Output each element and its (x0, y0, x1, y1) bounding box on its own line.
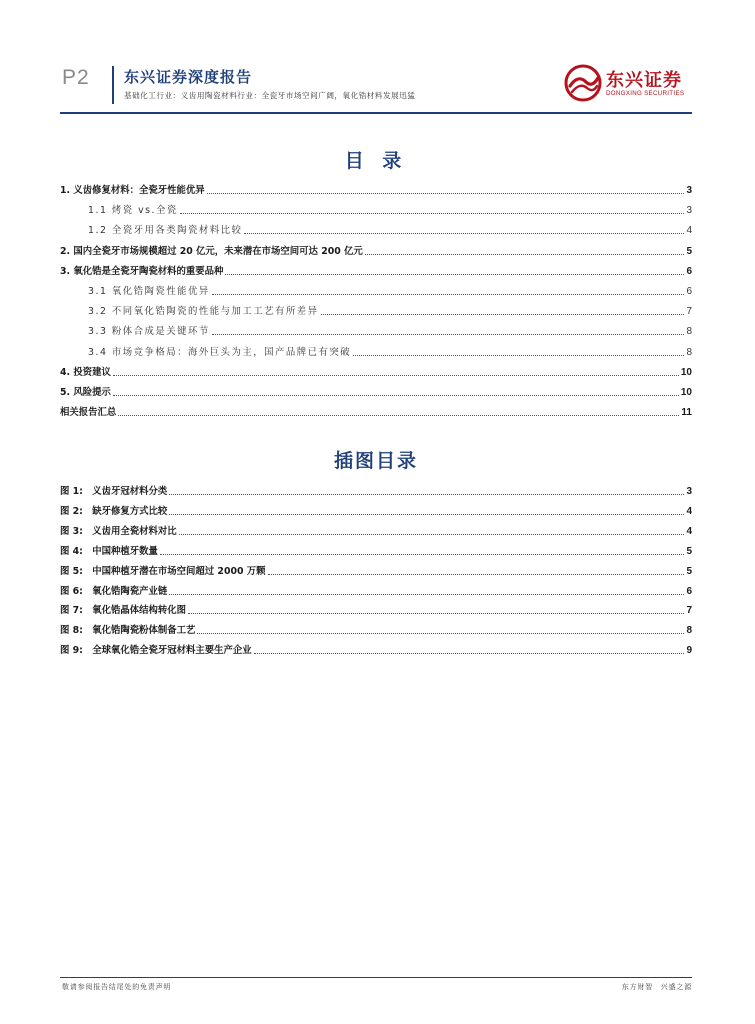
dot-leader (207, 192, 685, 194)
figure-entry-page: 5 (686, 545, 692, 557)
footer-slogan: 东方财智 兴盛之源 (621, 983, 692, 991)
toc-entry-label: 4. 投资建议 (60, 366, 111, 378)
figure-entry[interactable] (60, 562, 692, 578)
logo-text-cn: 东兴证券 (606, 70, 682, 91)
dot-leader (212, 333, 685, 335)
toc-entry-page: 5 (686, 245, 692, 257)
figure-entry-label: 图 1: 义齿牙冠材料分类 (60, 486, 168, 497)
figure-entry-page: 5 (686, 565, 692, 577)
toc-entry-page: 3 (686, 205, 692, 217)
toc-entry[interactable] (60, 262, 692, 278)
dot-leader (169, 593, 684, 595)
dot-leader (254, 652, 685, 654)
dot-leader (353, 354, 684, 356)
company-logo (564, 64, 692, 104)
toc-entry-page: 3 (686, 185, 692, 196)
logo-text-en: DONGXING SECURITIES (606, 90, 685, 97)
toc-entry[interactable] (60, 363, 692, 379)
toc-entry[interactable] (60, 282, 692, 298)
figure-entry-label: 图 4: 中国种植牙数量 (60, 545, 158, 557)
figure-entry-label: 图 8: 氧化锆陶瓷粉体制备工艺 (60, 625, 196, 637)
dot-leader (365, 253, 685, 255)
toc-entry-page: 6 (686, 265, 692, 277)
toc-entry-label: 3. 氧化锆是全瓷牙陶瓷材料的重要品种 (60, 265, 224, 277)
toc-entry-page: 10 (680, 387, 692, 398)
toc-entry-label: 1. 义齿修复材料：全瓷牙性能优异 (60, 185, 205, 196)
toc-entry-label: 相关报告汇总 (60, 407, 117, 419)
figure-entry-label: 图 5: 中国种植牙潜在市场空间超过 2000 万颗 (60, 565, 266, 577)
figures-title: 插图目录 (333, 450, 418, 472)
page-number: P2 (62, 66, 90, 89)
dot-leader (321, 313, 685, 315)
toc-entry[interactable] (60, 403, 692, 419)
toc-entry[interactable] (60, 383, 692, 399)
figure-entry[interactable] (60, 542, 692, 558)
toc-entry[interactable] (60, 343, 692, 359)
toc-entry-label: 3.3 粉体合成是关键环节 (88, 326, 210, 338)
figure-entry-label: 图 3: 义齿用全瓷材料对比 (60, 525, 177, 537)
figure-entry[interactable] (60, 582, 692, 598)
dot-leader (169, 513, 684, 515)
toc-entry[interactable] (60, 242, 692, 258)
dot-leader (180, 212, 685, 214)
figure-entry-page: 4 (686, 505, 692, 517)
toc-entry-page: 7 (686, 306, 692, 318)
footer-disclaimer: 敬请参阅报告结尾处的免责声明 (62, 983, 172, 991)
toc-entry-page: 6 (686, 286, 692, 297)
dot-leader (169, 493, 684, 495)
toc-entry-label: 2. 国内全瓷牙市场规模超过 20 亿元，未来潜在市场空间可达 200 亿元 (60, 245, 363, 257)
toc-entry[interactable] (60, 221, 692, 237)
toc-entry[interactable] (60, 302, 692, 318)
toc-entry-page: 8 (686, 346, 692, 358)
figure-entry-page: 4 (686, 525, 692, 537)
toc-entry-label: 1.2 全瓷牙用各类陶瓷材料比较 (88, 225, 243, 237)
toc-entry-page: 11 (681, 407, 692, 419)
dot-leader (268, 573, 685, 575)
figure-entry-label: 图 7: 氧化锆晶体结构转化图 (60, 605, 187, 617)
dot-leader (113, 374, 679, 376)
toc-entry-label: 3.2 不同氧化锆陶瓷的性能与加工工艺有所差异 (88, 306, 319, 318)
dot-leader (113, 394, 679, 396)
toc-entry[interactable] (60, 181, 692, 197)
header-divider (112, 66, 114, 104)
figure-entry-page: 7 (686, 605, 692, 617)
figure-entry[interactable] (60, 641, 692, 657)
dot-leader (118, 414, 679, 416)
toc-entry-page: 4 (686, 225, 692, 237)
toc-entry[interactable] (60, 201, 692, 217)
dot-leader (179, 533, 685, 535)
figure-entry-page: 9 (686, 645, 692, 657)
figure-entry[interactable] (60, 502, 692, 518)
toc-title: 目 录 (344, 150, 408, 172)
figure-entry-page: 3 (686, 486, 692, 497)
toc-entry-label: 1.1 烤瓷 vs.全瓷 (88, 205, 178, 217)
footer-rule (60, 977, 692, 978)
figure-entry[interactable] (60, 621, 692, 637)
report-subtitle: 基础化工行业：义齿用陶瓷材料行业：全瓷牙市场空间广阔，氧化锆材料发展迅猛 (124, 91, 416, 100)
figure-entry-page: 6 (686, 585, 692, 597)
figure-entry-label: 图 2: 缺牙修复方式比较 (60, 505, 168, 517)
toc-entry-page: 10 (680, 366, 692, 378)
figure-entry-label: 图 6: 氧化锆陶瓷产业链 (60, 585, 168, 597)
dot-leader (212, 293, 685, 295)
dot-leader (225, 273, 684, 275)
dot-leader (244, 232, 684, 234)
logo-mark-icon (564, 64, 604, 102)
report-type: 东兴证券深度报告 (124, 68, 253, 86)
figure-entry[interactable] (60, 482, 692, 498)
header-rule (60, 112, 692, 114)
dot-leader (188, 612, 684, 614)
toc-entry-label: 5. 风险提示 (60, 387, 111, 398)
figure-entry-page: 8 (686, 625, 692, 637)
dot-leader (160, 553, 685, 555)
toc-entry-label: 3.4 市场竞争格局：海外巨头为主，国产品牌已有突破 (88, 346, 352, 358)
figure-entry-label: 图 9: 全球氧化锆全瓷牙冠材料主要生产企业 (60, 645, 252, 657)
toc-entry-page: 8 (686, 326, 692, 338)
figure-entry[interactable] (60, 601, 692, 617)
dot-leader (197, 632, 684, 634)
toc-entry[interactable] (60, 322, 692, 338)
toc-entry-label: 3.1 氧化锆陶瓷性能优异 (88, 286, 210, 297)
figure-entry[interactable] (60, 522, 692, 538)
page-header (60, 62, 692, 114)
